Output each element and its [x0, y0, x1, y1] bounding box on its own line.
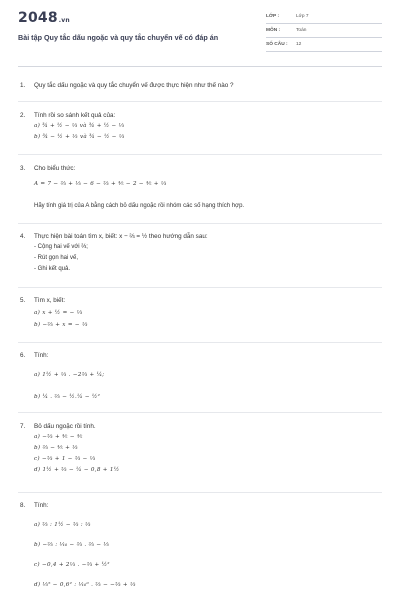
question-text: Tính:	[34, 352, 49, 359]
question-number: 2.	[20, 112, 26, 119]
document-title: Bài tập Quy tắc dấu ngoặc và quy tắc chuyển vế có đáp án	[18, 33, 219, 42]
question-8	[20, 502, 380, 588]
question-divider	[18, 342, 382, 343]
question-text: Bỏ dấu ngoặc rồi tính.	[34, 423, 96, 430]
question-text: Tìm x, biết:	[34, 297, 66, 304]
question-line: b) −⅔ + x = − ⅓	[34, 322, 88, 328]
site-logo[interactable]	[18, 10, 70, 26]
question-divider	[18, 223, 382, 224]
question-line: a) −⅔ + ⅘ − ⅘	[34, 434, 83, 440]
question-line: a) ¾ + ½ − ⅓ và ¾ + ½ − ⅓	[34, 123, 125, 129]
meta-value: Toán	[296, 28, 307, 33]
question-divider	[18, 412, 382, 413]
question-line: b) ¾ − ½ + ⅓ và ¾ − ½ − ⅓	[34, 134, 125, 140]
meta-row-count	[266, 38, 382, 52]
question-line: d) ⅓⁵ − 0,6² : ⅒⁰ . ⅔ − −⅔ + ⅓	[34, 582, 136, 588]
question-line: a) ⅔ : 1½ − ⅔ : ⅓	[34, 522, 91, 528]
question-text: Tính rồi so sánh kết quả của:	[34, 112, 116, 119]
meta-label: SỐ CÂU :	[266, 42, 288, 47]
meta-value: Lớp 7	[296, 14, 309, 19]
question-line: c) −⅔ + 1 − ⅔ − ⅓	[34, 456, 96, 462]
question-divider	[18, 492, 382, 493]
question-divider	[18, 101, 382, 102]
question-line: b) ⅔ − ⅘ + ⅓	[34, 445, 78, 451]
meta-label: MÔN :	[266, 28, 281, 33]
question-line: - Rút gọn hai vế,	[34, 255, 79, 261]
page-header	[18, 8, 382, 58]
question-text: Quy tắc dấu ngoặc và quy tắc chuyển vế được thực hiện như thế nào ?	[34, 82, 234, 89]
question-line: b) ¼ . ⅔ − ½.¼ − ½²	[34, 394, 101, 400]
meta-table	[266, 10, 382, 52]
question-number: 4.	[20, 233, 26, 240]
question-line: c) −0,4 + 2⅓ . −⅔ + ½²	[34, 562, 110, 568]
question-number: 3.	[20, 165, 26, 172]
question-number: 6.	[20, 352, 26, 359]
question-line: Hãy tính giá trị của A bằng cách bỏ dấu ngoặc rồi nhóm các số hạng thích hợp.	[34, 203, 245, 209]
question-6	[20, 352, 380, 400]
question-2	[20, 112, 380, 140]
question-line: - Cộng hai vế với ⅔;	[34, 244, 88, 250]
question-line: b) −⅔ : ⅒ − ⅔ . ⅔ − ⅓	[34, 542, 110, 548]
logo-suffix: .vn	[58, 17, 70, 24]
logo-main: 2048	[18, 10, 58, 26]
question-1	[20, 82, 380, 89]
question-number: 7.	[20, 423, 26, 430]
header-divider	[18, 66, 382, 67]
question-text: Tính:	[34, 502, 49, 509]
question-text: Cho biểu thức:	[34, 165, 76, 172]
question-text: Thực hiện bài toán tìm x, biết: x − ⅔ = ½ theo hướng dẫn sau:	[34, 233, 208, 240]
question-line: d) 1½ + ⅔ − ¼ − 0,8 + 1½	[34, 467, 120, 473]
question-7	[20, 423, 380, 473]
question-divider	[18, 154, 382, 155]
question-line: a) 1½ + ⅓ . −2⅔ + ¼;	[34, 372, 105, 378]
question-5	[20, 297, 380, 328]
question-line: - Ghi kết quả.	[34, 266, 71, 272]
question-3	[20, 165, 380, 209]
question-divider	[18, 287, 382, 288]
question-line: A = 7 − ⅔ + ⅓ − 6 − ⅔ + ⅘ − 2 − ⅘ + ⅓	[34, 181, 167, 187]
meta-label: LỚP :	[266, 14, 280, 19]
meta-row-subject	[266, 24, 382, 38]
meta-value: 12	[296, 42, 302, 47]
question-number: 1.	[20, 82, 26, 89]
meta-row-grade	[266, 10, 382, 24]
question-line: a) x + ½ = − ⅓	[34, 310, 83, 316]
question-number: 8.	[20, 502, 26, 509]
question-number: 5.	[20, 297, 26, 304]
question-4	[20, 233, 380, 272]
